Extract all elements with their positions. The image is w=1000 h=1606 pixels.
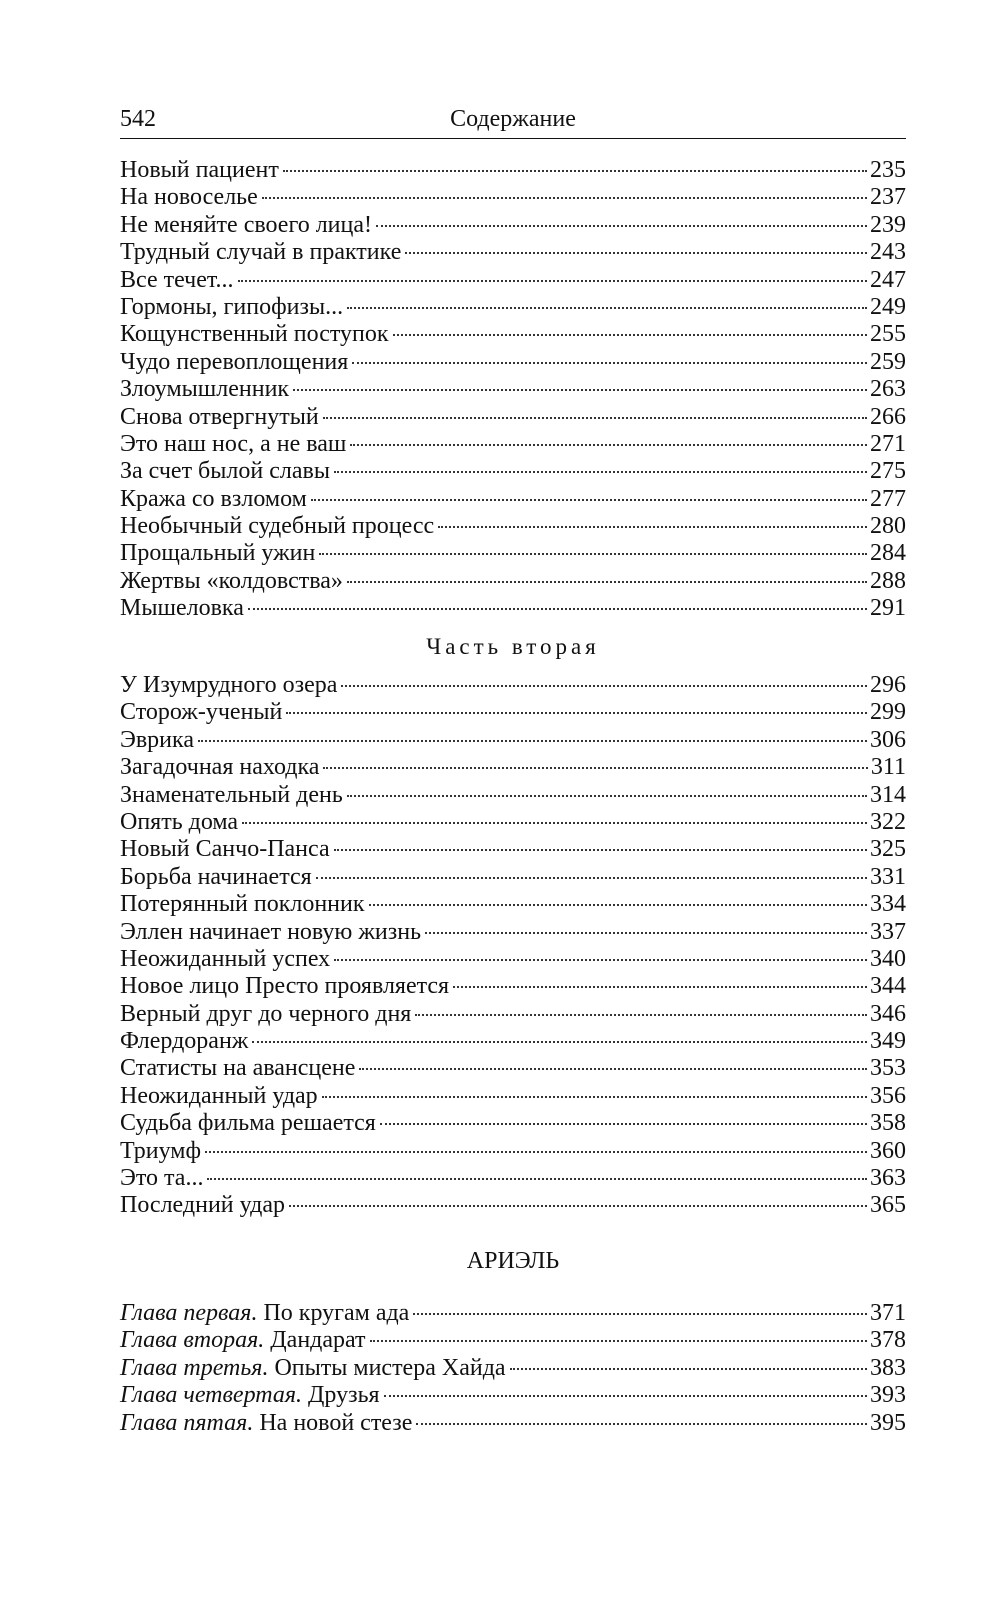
toc-entry-title: У Изумрудного озера xyxy=(120,672,338,698)
toc-entry xyxy=(120,157,906,184)
toc-entry-page: 356 xyxy=(870,1082,906,1109)
toc-entry xyxy=(120,919,906,946)
toc-entry-page: 360 xyxy=(870,1137,906,1164)
toc-entry-title: Эллен начинает новую жизнь xyxy=(120,918,422,945)
toc-entry xyxy=(120,431,906,458)
dot-leader xyxy=(283,170,867,172)
toc-entry xyxy=(120,540,906,567)
toc-entry-title: Потерянный поклонник xyxy=(120,891,365,918)
toc-entry-title: Опять дома xyxy=(120,808,239,835)
toc-entry-page: 247 xyxy=(870,266,906,293)
toc-entry xyxy=(120,754,906,781)
toc-entry xyxy=(120,212,906,239)
toc-entry-title: Это та... xyxy=(120,1165,204,1192)
toc-entry-title: Жертвы «колдовства» xyxy=(120,567,343,594)
toc-entry-title: Кража со взломом xyxy=(120,485,307,512)
chapter-label: Глава третья. xyxy=(120,1354,269,1381)
toc-entry-title: Все течет... xyxy=(120,266,234,293)
toc-entry-page: 358 xyxy=(870,1110,906,1137)
toc-entry xyxy=(120,184,906,211)
toc-entry-page: 349 xyxy=(870,1028,906,1055)
chapter-label: Глава первая. xyxy=(120,1300,258,1326)
toc-entry-page: 334 xyxy=(870,891,906,918)
toc-entry xyxy=(120,568,906,595)
toc-entry xyxy=(120,595,906,622)
toc-entry xyxy=(120,1382,906,1409)
toc-entry xyxy=(120,267,906,294)
dot-leader xyxy=(207,1178,867,1180)
toc-entry-page: 299 xyxy=(870,699,906,726)
dot-leader xyxy=(352,362,867,364)
toc-entry-title: Это наш нос, а не ваш xyxy=(120,430,347,457)
toc-entry-page: 259 xyxy=(870,348,906,375)
toc-entry-title: Статисты на авансцене xyxy=(120,1055,356,1082)
dot-leader xyxy=(311,499,867,501)
toc-entry-page: 239 xyxy=(870,211,906,238)
dot-leader xyxy=(262,197,867,199)
toc-entry xyxy=(120,1138,906,1165)
toc-entry xyxy=(120,1300,906,1327)
toc-entry-title: Последний удар xyxy=(120,1192,285,1219)
running-header xyxy=(120,104,906,134)
toc-entry-title: Загадочная находка xyxy=(120,754,320,781)
dot-leader xyxy=(415,1014,867,1016)
toc-entry-title: Верный друг до черного дня xyxy=(120,1000,412,1027)
running-title: Содержание xyxy=(450,106,576,132)
toc-entry-page: 280 xyxy=(870,513,906,540)
dot-leader xyxy=(341,685,867,687)
toc-entry-title: Борьба начинается xyxy=(120,863,312,890)
toc-entry-title: Чудо перевоплощения xyxy=(120,348,349,375)
dot-leader xyxy=(286,712,867,714)
toc-entry-page: 249 xyxy=(870,293,906,320)
dot-leader xyxy=(323,417,867,419)
dot-leader xyxy=(347,581,867,583)
toc-entry xyxy=(120,458,906,485)
toc-entry xyxy=(120,1165,906,1192)
toc-entry-page: 266 xyxy=(870,403,906,430)
dot-leader xyxy=(376,225,867,227)
dot-leader xyxy=(319,553,867,555)
chapter-title: По кругам ада xyxy=(263,1300,410,1326)
toc-entry-page: 331 xyxy=(870,863,906,890)
toc-entry-page: 263 xyxy=(870,376,906,403)
toc-entry-page: 344 xyxy=(870,973,906,1000)
toc-entry-title: Неожиданный успех xyxy=(120,945,331,972)
dot-leader xyxy=(316,877,867,879)
toc-entry xyxy=(120,1192,906,1219)
dot-leader xyxy=(347,795,867,797)
toc-entry-page: 314 xyxy=(870,781,906,808)
toc-entry xyxy=(120,1110,906,1137)
ariel-heading: АРИЭЛЬ xyxy=(466,1248,560,1274)
toc-entry xyxy=(120,349,906,376)
toc-entry-page: 237 xyxy=(870,184,906,211)
toc-entry xyxy=(120,782,906,809)
toc-entry-title: Эврика xyxy=(120,726,194,753)
dot-leader xyxy=(334,849,867,851)
toc-entry-title: За счет былой славы xyxy=(120,458,330,485)
toc-part-two xyxy=(120,672,906,1220)
chapter-label: Глава четвертая. xyxy=(120,1382,303,1409)
toc-entry-title xyxy=(120,1382,380,1409)
toc-entry-page: 277 xyxy=(870,485,906,512)
toc-entry-title xyxy=(120,1355,506,1382)
toc-entry-page: 337 xyxy=(870,918,906,945)
toc-entry xyxy=(120,1055,906,1082)
page-number: 542 xyxy=(120,106,156,132)
toc-entry xyxy=(120,973,906,1000)
toc-entry-page: 340 xyxy=(870,945,906,972)
toc-entry-title: Новое лицо Престо проявляется xyxy=(120,973,450,1000)
dot-leader xyxy=(370,1340,867,1342)
toc-entry xyxy=(120,836,906,863)
toc-entry xyxy=(120,294,906,321)
toc-entry-page: 363 xyxy=(870,1165,906,1192)
toc-entry xyxy=(120,1327,906,1354)
toc-entry-page: 288 xyxy=(870,567,906,594)
toc-ariel xyxy=(120,1300,906,1437)
toc-entry-title: Необычный судебный процесс xyxy=(120,513,435,540)
toc-entry-page: 378 xyxy=(870,1327,906,1354)
toc-entry-page: 291 xyxy=(870,595,906,622)
toc-entry xyxy=(120,672,906,699)
toc-entry-page: 395 xyxy=(870,1409,906,1436)
toc-entry-title: Гормоны, гипофизы... xyxy=(120,293,344,320)
toc-entry-page: 383 xyxy=(870,1354,906,1381)
toc-entry-page: 296 xyxy=(870,672,906,698)
chapter-title: Дандарат xyxy=(270,1327,366,1354)
toc-entry-title: Новый пациент xyxy=(120,157,279,183)
toc-entry-title: Судьба фильма решается xyxy=(120,1110,376,1137)
dot-leader xyxy=(289,1205,867,1207)
dot-leader xyxy=(359,1068,867,1070)
toc-entry-title xyxy=(120,1410,412,1437)
toc-entry-title: Сторож-ученый xyxy=(120,699,283,726)
dot-leader xyxy=(293,389,867,391)
toc-entry xyxy=(120,727,906,754)
toc-entry xyxy=(120,1083,906,1110)
dot-leader xyxy=(413,1313,867,1315)
toc-entry-title: Мышеловка xyxy=(120,595,244,622)
dot-leader xyxy=(323,767,867,769)
toc-entry-title: На новоселье xyxy=(120,184,258,211)
dot-leader xyxy=(380,1123,867,1125)
dot-leader xyxy=(510,1368,867,1370)
toc-entry-title xyxy=(120,1300,409,1327)
chapter-label: Глава вторая. xyxy=(120,1327,265,1354)
toc-entry-page: 271 xyxy=(870,430,906,457)
dot-leader xyxy=(393,334,867,336)
toc-entry-page: 393 xyxy=(870,1382,906,1409)
dot-leader xyxy=(238,280,867,282)
toc-entry-page: 322 xyxy=(870,808,906,835)
toc-entry-title: Не меняйте своего лица! xyxy=(120,211,373,238)
toc-entry-title: Триумф xyxy=(120,1137,202,1164)
toc-entry xyxy=(120,946,906,973)
toc-entry-title: Трудный случай в практике xyxy=(120,239,402,266)
dot-leader xyxy=(242,822,867,824)
toc-entry xyxy=(120,809,906,836)
toc-entry-title: Прощальный ужин xyxy=(120,540,316,567)
toc-entry-title: Неожиданный удар xyxy=(120,1082,318,1109)
toc-entry-page: 243 xyxy=(870,239,906,266)
chapter-title: На новой стезе xyxy=(259,1409,413,1436)
toc-entry xyxy=(120,699,906,726)
toc-entry xyxy=(120,864,906,891)
dot-leader xyxy=(405,252,867,254)
toc-entry xyxy=(120,1410,906,1437)
toc-entry-title: Флердоранж xyxy=(120,1028,249,1055)
dot-leader xyxy=(347,307,867,309)
toc-entry-page: 346 xyxy=(870,1000,906,1027)
toc-entry-page: 311 xyxy=(870,754,906,781)
toc-entry xyxy=(120,891,906,918)
toc-entry-title: Злоумышленник xyxy=(120,376,290,403)
dot-leader xyxy=(248,608,867,610)
chapter-label: Глава пятая. xyxy=(120,1409,254,1436)
dot-leader xyxy=(252,1041,867,1043)
toc-entry-page: 353 xyxy=(870,1055,906,1082)
chapter-title: Друзья xyxy=(308,1382,380,1409)
toc-entry xyxy=(120,321,906,348)
dot-leader xyxy=(198,740,867,742)
toc-entry-title xyxy=(120,1327,366,1354)
dot-leader xyxy=(416,1423,867,1425)
dot-leader xyxy=(334,471,867,473)
dot-leader xyxy=(334,959,867,961)
toc-entry-title: Знаменательный день xyxy=(120,781,343,808)
toc-entry xyxy=(120,376,906,403)
dot-leader xyxy=(384,1395,867,1397)
toc-entry xyxy=(120,404,906,431)
toc-entry-page: 284 xyxy=(870,540,906,567)
dot-leader xyxy=(205,1151,867,1153)
toc-entry xyxy=(120,1355,906,1382)
dot-leader xyxy=(453,986,867,988)
dot-leader xyxy=(425,932,867,934)
toc-section-one xyxy=(120,157,906,623)
toc-entry xyxy=(120,1028,906,1055)
toc-entry-page: 306 xyxy=(870,726,906,753)
toc-entry xyxy=(120,1001,906,1028)
dot-leader xyxy=(350,444,867,446)
toc-entry-title: Снова отвергнутый xyxy=(120,403,319,430)
dot-leader xyxy=(369,904,867,906)
header-rule xyxy=(120,138,906,139)
toc-entry-page: 235 xyxy=(870,157,906,183)
toc-entry xyxy=(120,513,906,540)
toc-entry-page: 365 xyxy=(870,1192,906,1219)
toc-entry xyxy=(120,486,906,513)
part-two-heading: Часть вторая xyxy=(426,634,600,659)
toc-entry xyxy=(120,239,906,266)
toc-entry-title: Кощунственный поступок xyxy=(120,321,389,348)
toc-entry-page: 371 xyxy=(870,1300,906,1326)
toc-entry-page: 275 xyxy=(870,458,906,485)
toc-entry-title: Новый Санчо-Панса xyxy=(120,836,330,863)
dot-leader xyxy=(322,1096,867,1098)
dot-leader xyxy=(438,526,867,528)
toc-entry-page: 325 xyxy=(870,836,906,863)
toc-entry-page: 255 xyxy=(870,321,906,348)
chapter-title: Опыты мистера Хайда xyxy=(274,1354,506,1381)
